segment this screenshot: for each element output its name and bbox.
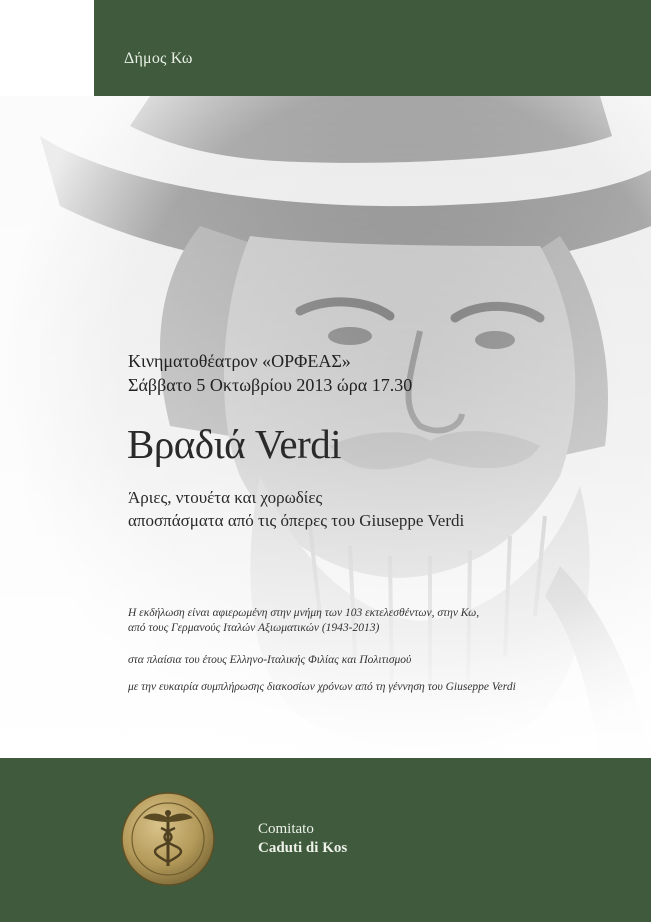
bottom-band xyxy=(0,758,651,922)
event-subtitle-line2: αποσπάσματα από τις όπερες του Giuseppe Verdi xyxy=(128,511,465,530)
committee-line1: Comitato xyxy=(258,821,314,837)
event-subtitle-line1: Άριες, ντουέτα και χορωδίες xyxy=(128,488,323,507)
committee-name xyxy=(258,820,347,858)
caduceus-seal-icon xyxy=(121,792,215,886)
anniversary-note: με την ευκαιρία συμπλήρωσης διακοσίων χρόνων από τη γέννηση του Giuseppe Verdi xyxy=(128,681,516,693)
committee-line2: Caduti di Kos xyxy=(258,840,348,856)
municipality-label: Δήμος Κω xyxy=(124,50,193,67)
date-time-text: Σάββατο 5 Οκτωβρίου 2013 ώρα 17.30 xyxy=(128,375,413,395)
event-title: Βραδιά Verdi xyxy=(127,421,342,467)
committee-seal-logo xyxy=(121,792,215,886)
dedication-note-line1: Η εκδήλωση είναι αφιερωμένη στην μνήμη των 103 εκτελεσθέντων, στην Κω, xyxy=(128,607,480,619)
top-banner xyxy=(94,0,651,96)
dedication-note-line2: από τους Γερμανούς Ιταλών Αξιωματικών (1943-2013) xyxy=(128,622,380,634)
venue-text: Κινηματοθέατρον «ΟΡΦΕΑΣ» xyxy=(128,351,351,371)
friendship-year-note: στα πλαίσια του έτους Ελληνο-Ιταλικής Φιλίας και Πολιτισμού xyxy=(128,654,412,666)
